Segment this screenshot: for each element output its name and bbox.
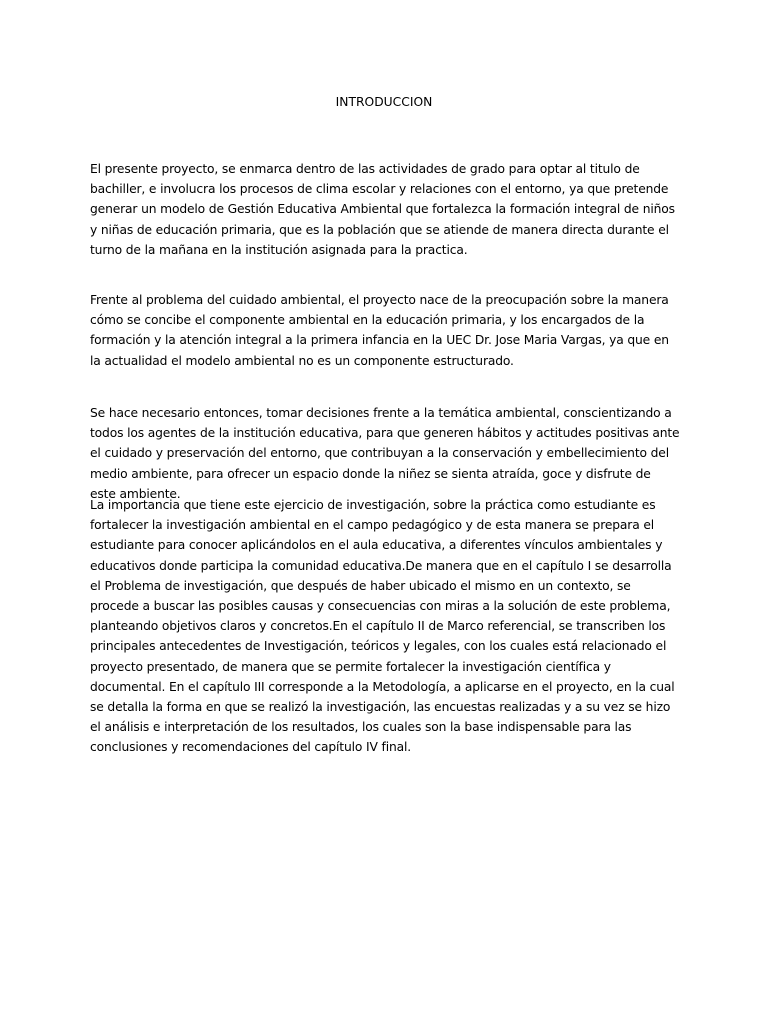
paragraph-2: Frente al problema del cuidado ambiental, el proyecto nace de la preocupación sobre la manera cómo se concibe el componente ambiental en la educación primaria, y los encargados de la formación y la atención integral a la primera infancia en la UEC Dr. Jose Maria Vargas, ya que en la actualidad el modelo ambiental no es un componente estructurado. (90, 293, 669, 368)
document-title: INTRODUCCION (335, 95, 433, 109)
paragraph-3: Se hace necesario entonces, tomar decisiones frente a la temática ambiental, conscientizando a todos los agentes de la institución educativa, para que generen hábitos y actitudes positivas ante el cuidado y preservación del entorno, que contribuyan a la conservación y embellecimiento del medio ambiente, para ofrecer un espacio donde la niñez se sienta atraída, goce y disfrute de este ambiente. (90, 406, 680, 501)
paragraph-4: La importancia que tiene este ejercicio de investigación, sobre la práctica como estudiante es fortalecer la investigación ambiental en el campo pedagógico y de esta manera se prepara el estudiante para conocer aplicándolos en el aula educativa, a diferentes vínculos ambientales y educativos donde participa la comunidad educativa.De manera que en el capítulo I se desarrolla el Problema de investigación, que después de haber ubicado el mismo en un contexto, se procede a buscar las posibles causas y consecuencias con miras a la solución de este problema, planteando objetivos claros y concretos.En el capítulo II de Marco referencial, se transcriben los principales antecedentes de Investigación, teóricos y legales, con los cuales está relacionado el proyecto presentado, de manera que se permite fortalecer la investigación científica y documental. En el capítulo III corresponde a la Metodología, a aplicarse en el proyecto, en la cual se detalla la forma en que se realizó la investigación, las encuestas realizadas y a su vez se hizo el análisis e interpretación de los resultados, los cuales son la base indispensable para las conclusiones y recomendaciones del capítulo IV final. (90, 498, 675, 755)
paragraph-1: El presente proyecto, se enmarca dentro de las actividades de grado para optar al titulo de bachiller, e involucra los procesos de clima escolar y relaciones con el entorno, ya que pretende generar un modelo de Gestión Educativa Ambiental que fortalezca la formación integral de niños y niñas de educación primaria, que es la población que se atiende de manera directa durante el turno de la mañana en la institución asignada para la practica. (90, 162, 675, 257)
